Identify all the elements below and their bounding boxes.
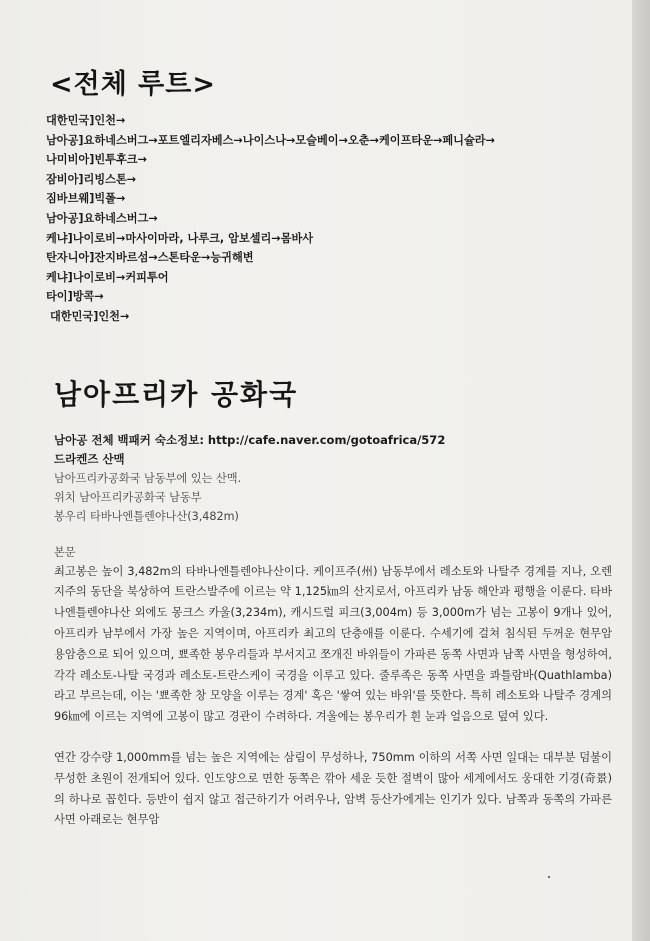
info-block [54,431,606,526]
route-item: 케냐]나이로비→커피투어 [46,270,169,284]
place-summary: 남아프리카공화국 남동부에 있는 산맥. [54,471,242,485]
body-paragraph-1: 최고봉은 높이 3,482m의 타바나엔틀렌야나산이다. 케이프주(州) 남동부에서 레소토와 나탈주 경계를 지나, 오렌지주의 동단을 북상하여 트란스발주에 이르는 약 1,125㎞의 산지로서, 아프리카 남동 해안과 평행을 이룬다. 타바나엔틀렌야나산 외에도 몽크스 카울(3,234m), 캐시드럴 피크(3,004m) 등 3,000m가 넘는 고봉이 9개나 있어, 아프리카 남부에서 가장 높은 지역이며, 아프리카 최고의 단층애를 이룬다. 수세기에 걸쳐 침식된 두꺼운 현무암 용암층으로 되어 있으며, 뾰족한 봉우리들과 부서지고 쪼개진 바위들이 가파른 동쪽 사면과 남쪽 사면을 형성하여, 각각 레소토-나탈 국경과 레소토-트란스케이 국경을 이루고 있다. 줄루족은 동쪽 사면을 콰틀람바(Quathlamba)라고 부르는데, 이는 '뾰족한 창 모양을 이루는 경계' 혹은 '쌓여 있는 바위'를 뜻한다. 특히 레소토와 나탈주 경계의 96㎞에 이르는 지역에 고봉이 많고 경관이 수려하다. 겨울에는 봉우리가 흰 눈과 얼음으로 덮여 있다. [54,564,612,724]
route-item: 대한민국]인천→ [50,309,130,323]
page-edge-shadow [632,0,650,941]
route-list [46,111,606,327]
route-item: 잠비아]리빙스톤→ [46,172,137,186]
route-item: 짐바브웨]빅폴→ [46,192,126,206]
peak-line: 봉우리 타바나엔틀렌야나산(3,482m) [54,509,239,523]
route-item: 케냐]나이로비→마사이마라, 나루크, 암보셀리→몸바사 [46,231,314,245]
country-heading: 남아프리카 공화국 [54,377,299,411]
place-name: 드라켄즈 산맥 [54,451,125,466]
route-item: 나미비아]빈투후크→ [46,153,147,167]
location-line: 위치 남아프리카공화국 남동부 [54,490,202,504]
route-heading: <전체 루트> [50,69,216,100]
body-paragraph-2: 연간 강수량 1,000mm를 넘는 높은 지역에는 삼림이 무성하나, 750mm 이하의 서쪽 사면 일대는 대부분 덤불이 무성한 초원이 전개되어 있다. 인도양으로 면한 동쪽은 깎아 세운 듯한 절벽이 많아 세계에서도 웅대한 기경(奇景)의 하나로 꼽힌다. 등반이 쉽지 않고 접근하기가 어려우나, 암벽 등산가에게는 인기가 있다. 남쪽과 동쪽의 가파른 사면 아래로는 현무암 [54,750,612,827]
route-item: 타이]방콕→ [46,290,104,304]
document-content [46,62,612,831]
route-item: 대한민국]인천→ [46,114,126,127]
route-item: 탄자니아]잔지바르섬→스톤타운→능귀해변 [46,251,254,265]
page-speck [548,876,550,878]
route-item: 남아공]요하네스버그→포트엘리자베스→나이스나→모슬베이→오춘→케이프타운→페니슐라→ [46,133,495,147]
route-item: 남아공]요하네스버그→ [46,211,158,225]
lodging-info-line: 남아공 전체 백패커 숙소정보: http://cafe.naver.com/gotoafrica/572 [54,432,446,447]
body-label: 본문 [54,545,76,559]
